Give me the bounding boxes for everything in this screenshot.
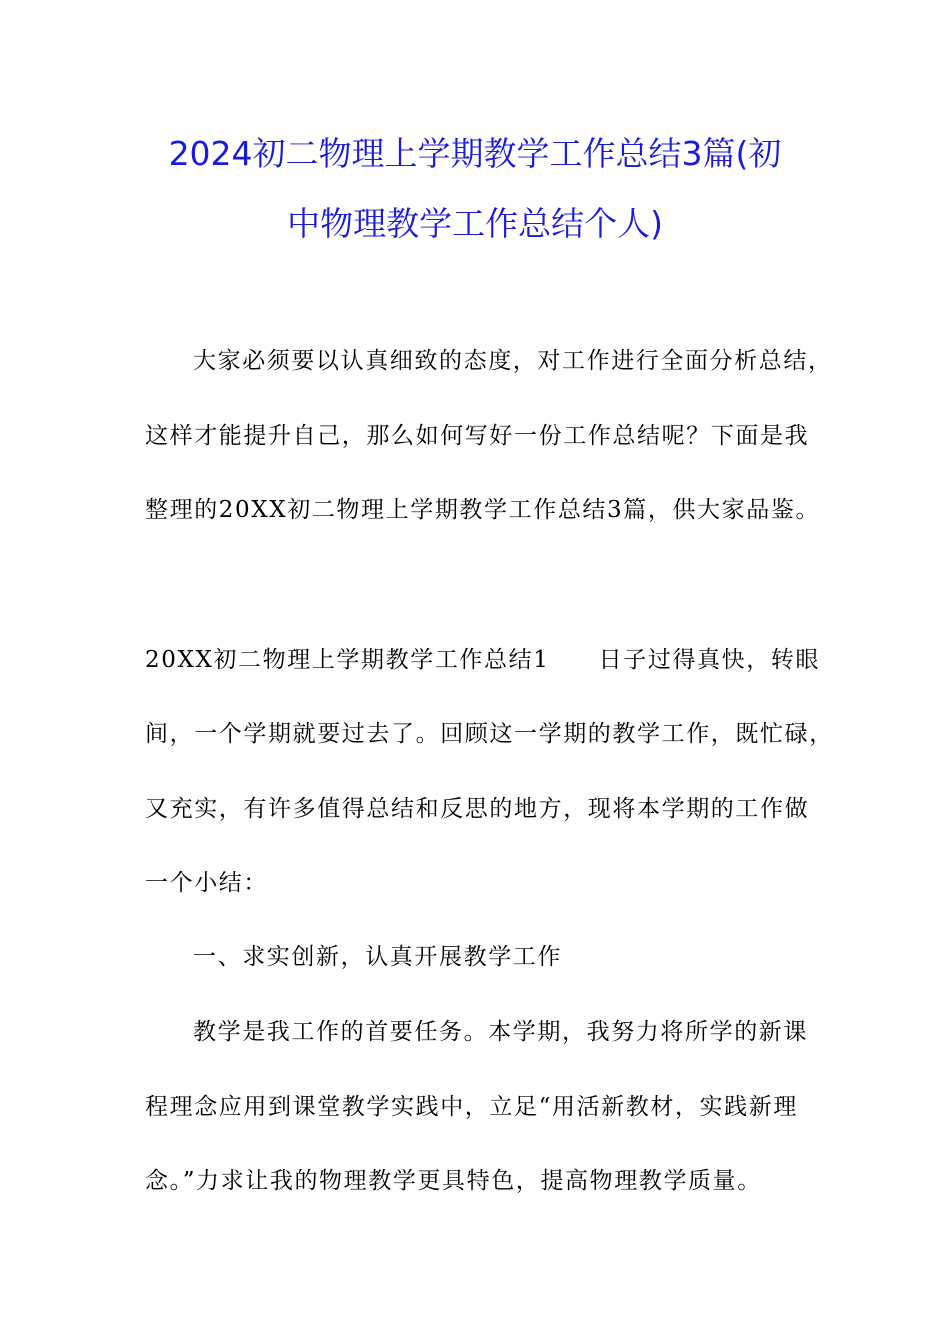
section1-line-4: 一个小结： [145,870,268,896]
para2-line-1: 教学是我工作的首要任务。本学期，我努力将所学的新课 [193,1019,808,1045]
section-heading-1: 一、求实创新，认真开展教学工作 [193,944,562,970]
intro-line-2: 这样才能提升自己，那么如何写好一份工作总结呢？下面是我 [145,423,810,449]
para2-line-3: 念。”力求让我的物理教学更具特色，提高物理教学质量。 [145,1168,762,1194]
section1-line-2: 间，一个学期就要过去了。回顾这一学期的教学工作，既忙碌， [145,721,834,747]
document-title-line-2: 中物理教学工作总结个人) [287,204,663,243]
section1-line-1: 20XX初二物理上学期教学工作总结1 日子过得真快，转眼 [145,647,821,673]
intro-line-3: 整理的20XX初二物理上学期教学工作总结3篇，供大家品鉴。 [145,497,821,523]
section1-line-3: 又充实，有许多值得总结和反思的地方，现将本学期的工作做 [145,796,810,822]
intro-line-1: 大家必须要以认真细致的态度，对工作进行全面分析总结， [193,348,833,374]
para2-line-2: 程理念应用到课堂教学实践中，立足“用活新教材，实践新理 [145,1094,798,1120]
document-title-line-1: 2024初二物理上学期教学工作总结3篇(初 [168,134,782,173]
